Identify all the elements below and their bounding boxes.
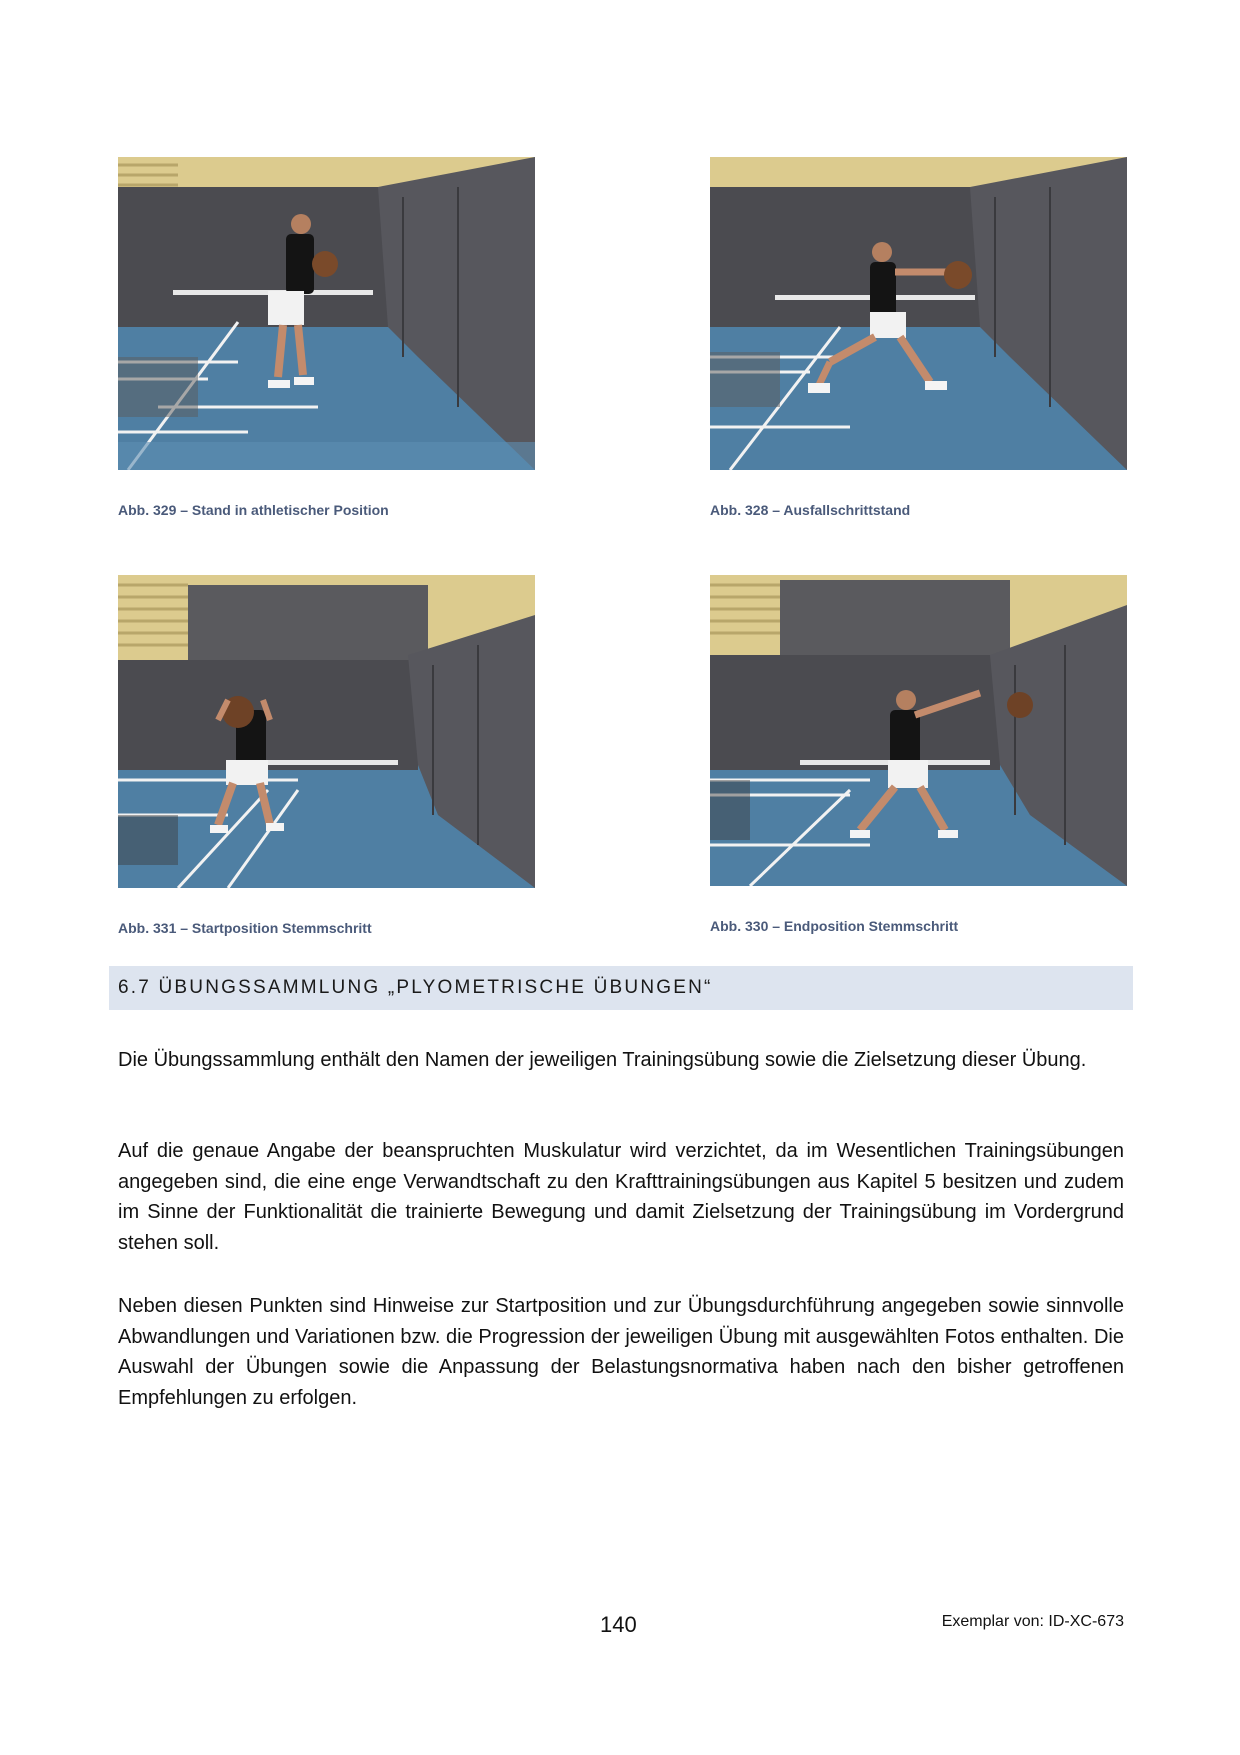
section-title: 6.7 ÜBUNGSSAMMLUNG „PLYOMETRISCHE ÜBUNGEN“: [118, 977, 713, 998]
photo-start-position: [118, 575, 535, 888]
figure-caption: Abb. 331 – Startposition Stemmschritt: [118, 920, 372, 936]
body-paragraph: Neben diesen Punkten sind Hinweise zur Startposition und zur Übungsdurchführung angegeben sowie sinnvolle Abwandlungen und Variationen bzw. die Progression der jeweiligen Übung mit ausgewählten Fotos enthalten. Die Auswahl der Übungen sowie die Anpassung der Belastungsnormativa haben nach den bisher getroffenen Empfehlungen zu erfolgen.: [118, 1295, 1124, 1409]
figure-caption: Abb. 328 – Ausfallschrittstand: [710, 502, 911, 518]
photo-end-position: [710, 575, 1127, 886]
section-heading: [109, 966, 1133, 1010]
page-number: 140: [600, 1612, 637, 1637]
figure-caption: Abb. 329 – Stand in athletischer Position: [118, 502, 389, 518]
copy-note: Exemplar von: ID-XC-673: [941, 1613, 1124, 1630]
photo-lunge-stance: [710, 157, 1127, 470]
figure-caption: Abb. 330 – Endposition Stemmschritt: [710, 918, 959, 934]
body-paragraph: Die Übungssammlung enthält den Namen der jeweiligen Trainingsübung sowie die Zielsetzung dieser Übung.: [118, 1049, 1087, 1071]
photo-athletic-stance: [118, 157, 535, 470]
body-paragraph: Auf die genaue Angabe der beanspruchten Muskulatur wird verzichtet, da im Wesentlichen Trainingsübungen angegeben sind, die eine enge Verwandtschaft zu den Krafttrainingsübungen aus Kapitel 5 besitzen und zudem im Sinne der Funktionalität die trainierte Bewegung und damit Zielsetzung der Trainingsübung im Vordergrund stehen soll.: [118, 1140, 1124, 1254]
